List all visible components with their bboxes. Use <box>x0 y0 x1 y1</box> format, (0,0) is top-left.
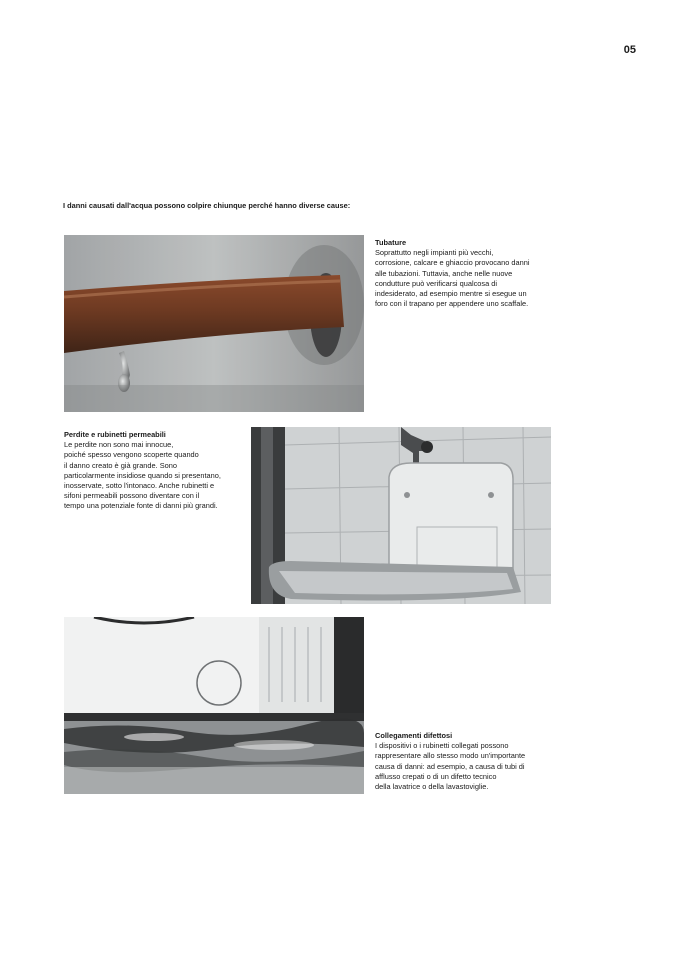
flooded-washing-machine-photo <box>64 617 364 794</box>
leaking-pipe-photo <box>64 235 364 412</box>
section-collegamenti <box>375 731 575 792</box>
section-body: I dispositivi o i rubinetti collegati possono rappresentare allo stesso modo un'importante causa di danni: ad esempio, a causa di tubi di afflusso crepati o di un difetto tecnico della lavatrice o della lavastoviglie. <box>375 741 526 792</box>
section-body: Soprattutto negli impianti più vecchi, corrosione, calcare e ghiaccio provocano danni alle tubazioni. Tuttavia, anche nelle nuove condutture può verificarsi qualcosa di indesiderato, ad esempio mentre si esegue un foro con il trapano per appendere uno scaffale. <box>375 248 530 309</box>
page-number: 05 <box>623 44 636 56</box>
section-title: Perdite e rubinetti permeabili <box>64 430 166 439</box>
section-title: Tubature <box>375 238 407 247</box>
section-perdite <box>64 430 249 512</box>
intro-heading: I danni causati dall'acqua possono colpire chiunque perché hanno diverse cause: <box>63 201 351 210</box>
section-tubature <box>375 238 575 309</box>
section-title: Collegamenti difettosi <box>375 731 453 740</box>
section-body: Le perdite non sono mai innocue, poiché spesso vengono scoperte quando il danno creato è già grande. Sono particolarmente insidiose quando si presentano, inosservate, sotto l'intonaco. Anche rubinetti e sifoni permeabili possono diventare con il tempo una potenziale fonte di danni più grandi. <box>64 440 221 511</box>
dripping-faucet-sink-photo <box>251 427 551 604</box>
